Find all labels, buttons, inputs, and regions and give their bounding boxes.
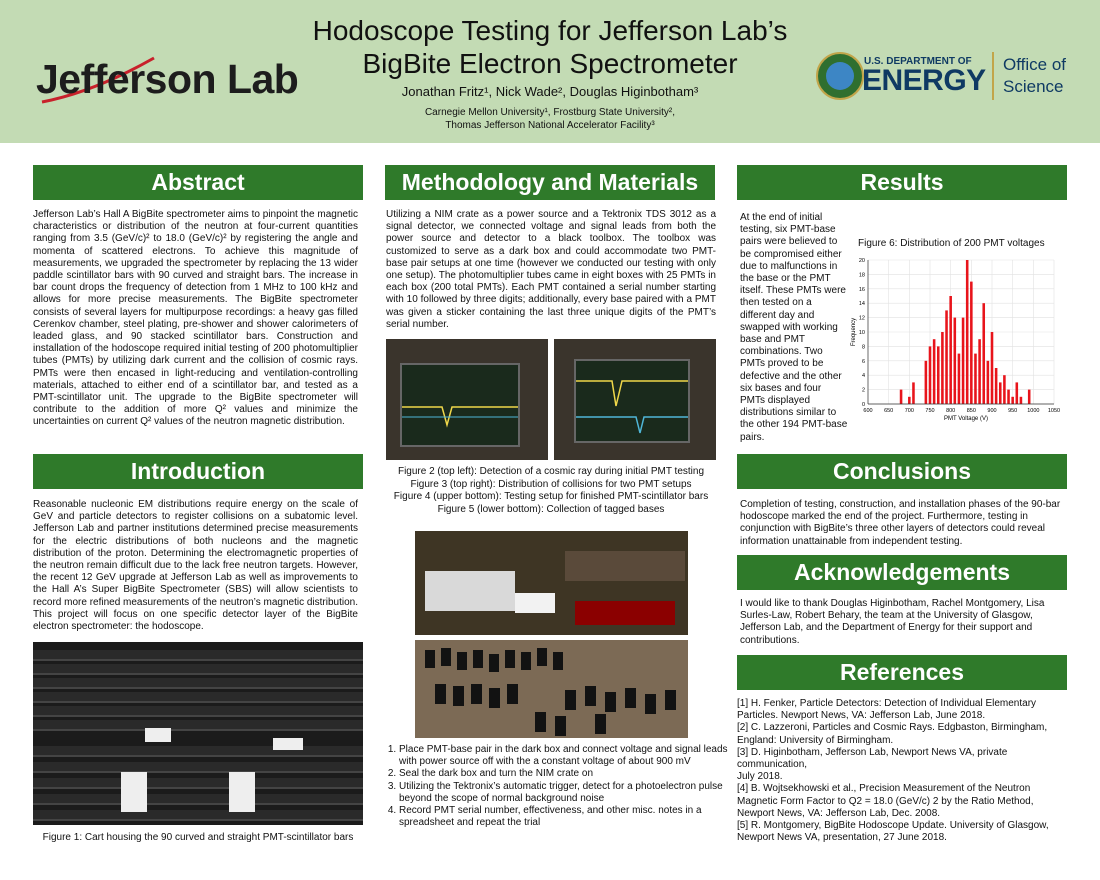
chart-bar — [1016, 382, 1019, 404]
doe-small-text: U.S. DEPARTMENT OF — [864, 56, 972, 67]
introduction-text: Reasonable nucleonic EM distributions require energy on the scale of GeV and particle detectors to register collisions on a subatomic level. Jefferson Lab and partner institutions determined precise measurements for the electric distributions of both nucleons and the magnetic distribution of the proton. Determining the electromagnetic properties of the neutron remain difficult due to the lack free neutron targets. However, the recent 12 GeV upgrade at Jefferson Lab as well as improvements to the Hall A’s Super BigBite Spectrometer (SBS) will allow scientists to record more refined measurements of the neutron’s magnetic distribution. This project will focus on one specific detector layer of the BigBite electron spectrometer: the hodoscope. — [33, 499, 358, 633]
results-heading: Results — [737, 165, 1067, 200]
acknowledgements-heading: Acknowledgements — [737, 555, 1067, 590]
chart-bar — [1011, 397, 1014, 404]
conclusions-heading: Conclusions — [737, 454, 1067, 489]
figure-1-cart-photo — [33, 642, 363, 825]
pmt-voltage-histogram — [850, 254, 1060, 430]
reference-item: [5] R. Montgomery, BigBite Hodoscope Update. University of Glasgow, Newport News VA, presentation, 27 June 2018. — [737, 820, 1049, 844]
doe-seal-icon — [816, 52, 864, 100]
doe-divider — [992, 52, 994, 100]
office-of-science — [1003, 54, 1066, 98]
abstract-text: Jefferson Lab’s Hall A BigBite spectrometer aims to pinpoint the magnetic characteristics or distribution of the neutron at four-current quantities ranging from 3.5 (GeV/c)² to 18.0 (GeV/c)² by registering the angle and momenta of scattered electrons. To achieve this magnitude of measurements, we upgraded the spectrometer by replacing the 13 wider paddle scintillator bars with 90 curved and straight bars. The increase in bar count drops the frequency of detection from 1 MHz to 100 kHz and allows for more precise measurements. The BigBite spectrometer consists of several layers for multipurpose recordings: a heavy gas filled Cerenkov chamber, steel plating, pre-shower and shower calorimeters of leaded glass, and 90 stacked scintillator bars. Construction and installation of the hodoscope required initial testing of 200 photomultiplier tubes (PMTs) by utilizing dark current and the collision of cosmic rays. PMTs were then encased in light-reducing and ventilation-controlling materials, attached to either end of a scintillator bar, and tested as a PMT-scintillator unit. The upgrade to the BigBite spectrometer will contribute to the addition of more Q² values and minimize the uncertainties on current Q² values of the neutron magnetic distribution. — [33, 209, 358, 428]
figure-5-caption: Figure 5 (lower bottom): Collection of tagged bases — [437, 503, 665, 515]
chart-bar — [949, 296, 952, 404]
chart-bar — [1020, 397, 1023, 404]
chart-bar — [1007, 390, 1010, 404]
chart-bar — [929, 346, 932, 404]
procedure-step: 1. Place PMT-base pair in the dark box and connect voltage and signal leads with power source off with the a constant voltage of about 900 mV — [399, 744, 734, 768]
chart-y-tick-label: 10 — [858, 330, 865, 336]
chart-bar — [970, 282, 973, 404]
chart-bar — [954, 318, 957, 404]
chart-bar — [1028, 390, 1031, 404]
conclusions-text: Completion of testing, construction, and installation phases of the 90-bar hodoscope marked the end of the project. Furthermore, testing in conjunction with BigBite’s three other layers of detectors could reveal information unattainable from independent testing. — [740, 499, 1061, 547]
chart-y-axis-label: Frequency — [851, 317, 857, 347]
chart-y-tick-label: 6 — [861, 358, 865, 365]
chart-x-tick-label: 800 — [946, 408, 956, 414]
references-list — [737, 698, 1063, 844]
chart-bar — [941, 332, 944, 404]
chart-x-axis-label: PMT Voltage (V) — [944, 416, 988, 422]
chart-bar — [900, 390, 903, 404]
procedure-step: 3. Utilizing the Tektronix’s automatic trigger, detect for a photoelectron pulse beyond the scope of normal background noise — [399, 781, 734, 805]
authors: Jonathan Fritz¹, Nick Wade², Douglas Higinbotham³ — [401, 84, 699, 99]
reference-item: [3] D. Higinbotham, Jefferson Lab, Newport News VA, private communication, — [737, 746, 1008, 771]
figure-3-caption: Figure 3 (top right): Distribution of collisions for two PMT setups — [410, 478, 692, 490]
chart-bar — [978, 339, 981, 404]
results-text: At the end of initial testing, six PMT-base pairs were believed to be compromised either due to malfunctions in the base or the PMT itself. These PMTs were then tested on a different day and swapped with working base and PMT combinations. Two PMTs proved to be defective and the other six bases and four PMTs displayed distributions similar to the other 194 PMT-base pairs. — [740, 212, 848, 443]
methodology-text: Utilizing a NIM crate as a power source and a Tektronix TDS 3012 as a signal detector, we connected voltage and signal leads from both the power source and detector to a black toolbox. The toolbox was customized to serve as a dark box and could accommodate two PMT-base pair setups at one time (however we conducted our testing with only one setup). The photomultiplier tubes came in eight boxes with 25 PMTs in each box (200 total PMTs). Each PMT contained a serial number starting with 10 followed by three digits; additionally, every base paired with a PMT was given a sticker containing the last three unique digits of the PMT’s serial number. — [386, 209, 716, 330]
chart-bar — [1003, 375, 1006, 404]
poster-title — [300, 14, 800, 80]
figure-5-tagged-bases-photo — [415, 640, 688, 738]
chart-y-tick-label: 12 — [858, 315, 865, 322]
office-line-1: Office of — [1003, 55, 1066, 74]
figure-4-caption: Figure 4 (upper bottom): Testing setup for finished PMT-scintillator bars — [393, 491, 709, 502]
procedure-step: 2. Seal the dark box and turn the NIM crate on — [399, 768, 734, 780]
chart-bar — [987, 361, 990, 404]
chart-x-tick-label: 600 — [863, 408, 873, 414]
doe-energy-text: ENERGY — [862, 64, 986, 97]
chart-y-tick-label: 0 — [861, 402, 865, 408]
chart-y-tick-label: 14 — [858, 301, 865, 308]
chart-x-tick-label: 700 — [904, 408, 914, 414]
chart-x-tick-label: 1000 — [1027, 408, 1040, 414]
methodology-heading: Methodology and Materials — [385, 165, 715, 200]
chart-x-tick-label: 950 — [1008, 408, 1018, 414]
reference-item: [4] B. Wojtsekhowski et al., Precision Measurement of the Neutron Magnetic Form Factor to Q2 = 18.0 (GeV/c) 2 by the Ratio Method, Newport News, VA: Jefferson Lab, Dec. 2008. — [737, 783, 1034, 819]
chart-bar — [945, 310, 948, 404]
procedure-step: 4. Record PMT serial number, effectiveness, and other misc. notes in a spreadsheet and repeat the trial — [399, 805, 734, 829]
chart-x-tick-label: 1050 — [1047, 408, 1060, 414]
figure-captions — [386, 466, 716, 516]
chart-bar — [925, 361, 928, 404]
procedure-steps — [384, 744, 734, 829]
reference-item: July 2018. — [737, 771, 783, 783]
chart-bar — [908, 397, 911, 404]
chart-x-tick-label: 750 — [925, 408, 935, 414]
references-heading: References — [737, 655, 1067, 690]
chart-y-tick-label: 4 — [861, 373, 865, 380]
chart-y-tick-label: 16 — [858, 286, 865, 293]
chart-x-tick-label: 850 — [966, 408, 976, 414]
chart-bar — [974, 354, 977, 404]
chart-x-tick-label: 650 — [884, 408, 894, 414]
chart-bar — [937, 346, 940, 404]
reference-item: [2] C. Lazzeroni, Particles and Cosmic Rays. Edgbaston, Birmingham, England: University of Birmingham. — [737, 722, 1048, 746]
chart-bar — [991, 332, 994, 404]
figure-2-scope-photo — [386, 339, 548, 460]
jefferson-lab-logo: Jefferson Lab — [36, 56, 299, 102]
figure-3-scope-photo — [554, 339, 716, 460]
figure-1-caption: Figure 1: Cart housing the 90 curved and straight PMT-scintillator bars — [42, 832, 354, 843]
chart-title: Figure 6: Distribution of 200 PMT voltages — [858, 238, 1045, 249]
office-line-2: Science — [1003, 77, 1064, 96]
chart-bar — [966, 260, 969, 404]
chart-bar — [999, 382, 1002, 404]
chart-bar — [933, 339, 936, 404]
chart-bar — [912, 382, 915, 404]
affiliation-line-2: Thomas Jefferson National Accelerator Facility³ — [445, 120, 655, 131]
chart-y-tick-label: 8 — [861, 344, 865, 351]
figure-4-testing-setup-photo — [415, 531, 688, 635]
chart-y-tick-label: 20 — [858, 258, 865, 264]
figure-2-caption: Figure 2 (top left): Detection of a cosmic ray during initial PMT testing — [397, 466, 705, 477]
affiliations — [300, 106, 800, 132]
abstract-heading: Abstract — [33, 165, 363, 200]
chart-y-tick-label: 18 — [858, 272, 865, 279]
chart-bar — [982, 303, 985, 404]
chart-bar — [995, 368, 998, 404]
title-line-2: BigBite Electron Spectrometer — [362, 48, 738, 79]
chart-bar — [962, 318, 965, 404]
acknowledgements-text: I would like to thank Douglas Higinbotham, Rachel Montgomery, Lisa Surles-Law, Robert Behary, the team at the University of Glasgow, Jefferson Lab, and the Department of Energy for their support and contributions. — [740, 598, 1045, 646]
chart-x-tick-label: 900 — [987, 408, 997, 414]
reference-item: [1] H. Fenker, Particle Detectors: Detection of Individual Elementary Particles. Newport News, VA: Jefferson Lab, June 2018. — [737, 698, 1037, 722]
affiliation-line-1: Carnegie Mellon University¹, Frostburg State University², — [424, 107, 676, 118]
chart-y-tick-label: 2 — [861, 387, 865, 394]
title-line-1: Hodoscope Testing for Jefferson Lab’s — [312, 15, 788, 46]
chart-bar — [958, 354, 961, 404]
introduction-heading: Introduction — [33, 454, 363, 489]
